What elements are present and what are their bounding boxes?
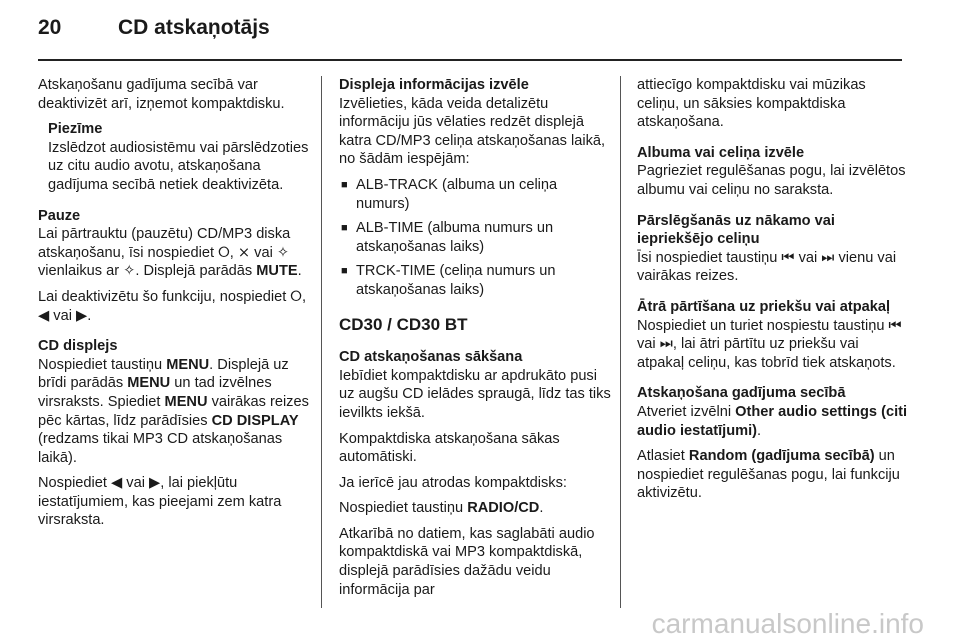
start-heading: CD atskaņošanas sākšana	[339, 349, 523, 366]
press-paragraph: Nospiediet ◀ vai ▶, lai piekļūtu iestatījumiem, kas pieejami zem katra virsraksta.	[38, 475, 282, 529]
column-2	[339, 76, 611, 606]
pause-paragraph: Lai pārtrauktu (pauzētu) CD/MP3 diska atskaņošanu, īsi nospiediet ⭘, ⨯ vai ✧ vienlaikus ar ✧. Displejā parādās MUTE.	[38, 226, 302, 280]
cd-display-paragraph: Nospiediet taustiņu MENU. Displejā uz brīdi parādās MENU un tad izvēlnes virsraksts. Spiediet MENU vairākas reizes pēc kārtas, līdz parādīsies CD DISPLAY (redzams tikai MP3 CD atskaņošanas laikā).	[38, 356, 309, 466]
depend-paragraph: Atkarībā no datiem, kas saglabāti audio kompaktdiskā vai MP3 kompaktdiskā, displejā parādīsies dažādu veidu informācija par	[339, 525, 595, 598]
pause-deactivate-paragraph: Lai deaktivizētu šo funkciju, nospiediet ⭘, ◀ vai ▶.	[38, 288, 307, 324]
page-number: 20	[38, 16, 62, 39]
press-radio-paragraph: Nospiediet taustiņu RADIO/CD.	[339, 500, 544, 517]
continuation-paragraph: attiecīgo kompaktdisku vai mūzikas celiņu, un sāksies kompaktdiska atskaņošana.	[637, 77, 866, 131]
random-select-paragraph: Atlasiet Random (gadījuma secībā) un nospiediet regulēšanas pogu, lai funkciju aktivizētu.	[637, 448, 900, 502]
note-title: Piezīme	[48, 121, 103, 138]
mute-label: MUTE	[256, 263, 298, 280]
random-heading: Atskaņošana gadījuma secībā	[637, 385, 846, 402]
page-title: CD atskaņotājs	[118, 16, 270, 39]
column-divider	[321, 76, 322, 608]
album-heading: Albuma vai celiņa izvēle	[637, 144, 805, 161]
column-3	[637, 76, 909, 510]
page-header	[38, 16, 270, 56]
fast-forward-heading: Ātrā pārtīšana uz priekšu vai atpakaļ	[637, 298, 891, 315]
list-item: ■ ALB-TRACK (albuma un celiņa numurs)	[339, 176, 611, 213]
note-box	[38, 120, 310, 194]
header-rule	[38, 59, 902, 61]
auto-paragraph: Kompaktdiska atskaņošana sākas automātiski.	[339, 430, 560, 466]
column-1	[38, 76, 310, 537]
fast-forward-paragraph: Nospiediet un turiet nospiestu taustiņu ⏮ vai ⏭, lai ātri pārtītu uz priekšu vai atpakaļ celiņu, kas tobrīd tiek atskaņots.	[637, 317, 902, 371]
next-track-paragraph: Īsi nospiediet taustiņu ⏮ vai ⏭ vienu vai vairākas reizes.	[637, 249, 897, 285]
display-options-list	[339, 176, 611, 300]
radio-cd-label: RADIO/CD	[467, 500, 540, 517]
start-paragraph: Iebīdiet kompaktdisku ar apdrukāto pusi uz augšu CD ielādes spraugā, līdz tas tiks ievilkts iekšā.	[339, 367, 611, 421]
already-paragraph: Ja ierīcē jau atrodas kompaktdisks:	[339, 474, 567, 491]
album-paragraph: Pagrieziet regulēšanas pogu, lai izvēlētos albumu vai celiņu no saraksta.	[637, 163, 906, 198]
random-menu-paragraph: Atveriet izvēlni Other audio settings (citi audio iestatījumi).	[637, 403, 908, 439]
section-title: CD30 / CD30 BT	[339, 314, 468, 334]
display-info-heading: Displeja informācijas izvēle	[339, 77, 529, 93]
cd-display-heading: CD displejs	[38, 338, 118, 355]
note-text: Izslēdzot audiosistēmu vai pārslēdzoties uz citu audio avotu, atskaņošana gadījuma secībā netiek deaktivizēta.	[48, 139, 309, 193]
list-item: ■ ALB-TIME (albuma numurs un atskaņošanas laiks)	[339, 219, 611, 256]
display-info-paragraph: Izvēlieties, kāda veida detalizētu informāciju jūs vēlaties redzēt displejā katra CD/MP3 celiņa atskaņošanas laikā, no šādām iespējām:	[339, 95, 606, 168]
column-divider	[620, 76, 621, 608]
list-item: ■ TRCK-TIME (celiņa numurs un atskaņošanas laiks)	[339, 262, 611, 299]
next-track-heading: Pārslēgšanās uz nākamo vai iepriekšējo celiņu	[637, 212, 835, 248]
watermark: carmanualsonline.info	[651, 608, 924, 639]
pause-heading: Pauze	[38, 207, 81, 224]
intro-paragraph: Atskaņošanu gadījuma secībā var deaktivizēt arī, izņemot kompaktdisku.	[38, 77, 285, 112]
